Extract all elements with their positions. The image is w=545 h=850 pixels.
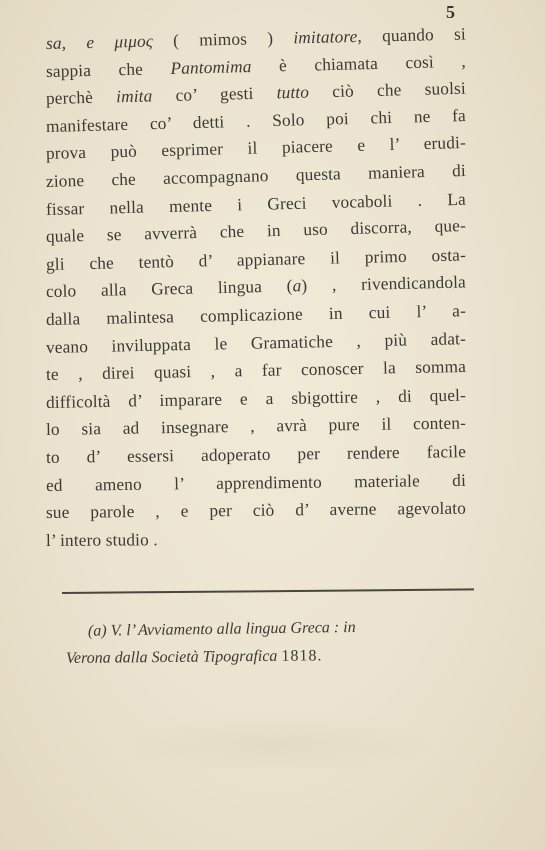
text-run: prova può esprimer il piacere e l’ erudi- [45, 133, 467, 164]
text-line [46, 466, 466, 499]
text-run: ed ameno l’ apprendimento materiale di [45, 470, 467, 495]
text-run: sappia che [45, 58, 171, 81]
text-run: gli che tentò d’ appianare il primo osta- [45, 245, 467, 274]
text-run: è chiamata così , [251, 51, 467, 76]
text-run: sue parole , e per ciò d’ averne agevolato [45, 498, 467, 523]
text-run: manifestare co’ detti . Solo poi chi ne fa [45, 105, 467, 136]
text-line [46, 495, 466, 527]
footnote [66, 618, 476, 672]
text-run: perchè [45, 87, 117, 109]
text-run: fissar nella mente i Greci vocaboli . La [45, 189, 467, 219]
text-run: quale se avverrà che in uso discorra, que- [45, 216, 467, 247]
italic-run: tutto [276, 82, 310, 103]
body-text [45, 24, 467, 554]
text-run: co’ gesti [152, 83, 277, 106]
text-run: ( mimos ) [152, 28, 294, 51]
footnote-separator-rule [62, 588, 474, 594]
footnote-line: (a) V. l’ Avviamento alla lingua Greca : in [87, 618, 356, 640]
italic-run: μιμος [114, 31, 154, 52]
text-run: l’ intero studio . [45, 529, 158, 550]
text-run: difficoltà d’ imparare e a sbigottire , di quel- [45, 385, 467, 412]
text-run: ciò che suolsi [308, 78, 467, 102]
italic-run: Pantomima [170, 56, 252, 78]
text-run: ) , rivendicandola [301, 272, 467, 296]
footnote-publisher: Verona dalla Società Tipografica [65, 647, 282, 667]
italic-run: sa, e [45, 32, 115, 53]
text-run: dalla malintesa complicazione in cui l’ a- [45, 301, 467, 329]
text-run: colo alla Greca lingua ( [45, 276, 293, 302]
page-number: 5 [446, 2, 455, 22]
italic-run: a [292, 276, 302, 296]
text-line [46, 524, 466, 555]
footnote-year: 1818. [281, 647, 323, 665]
italic-run: imita [115, 86, 153, 107]
text-run: te , direi quasi , a far conoscer la somma [45, 357, 467, 385]
show-through-bleed [110, 715, 440, 775]
text-line [46, 438, 466, 471]
text-run: veano inviluppata le Gramatiche , più adat- [45, 328, 467, 357]
footnote-line [66, 641, 476, 672]
text-run: lo sia ad insegnare , avrà pure il conten- [45, 413, 467, 440]
text-run: to d’ essersi adoperato per rendere facile [45, 442, 467, 467]
text-run: , quando si [357, 24, 467, 46]
italic-run: imitatore [293, 26, 358, 48]
text-run: zione che accompagnano questa maniera di [45, 160, 467, 191]
